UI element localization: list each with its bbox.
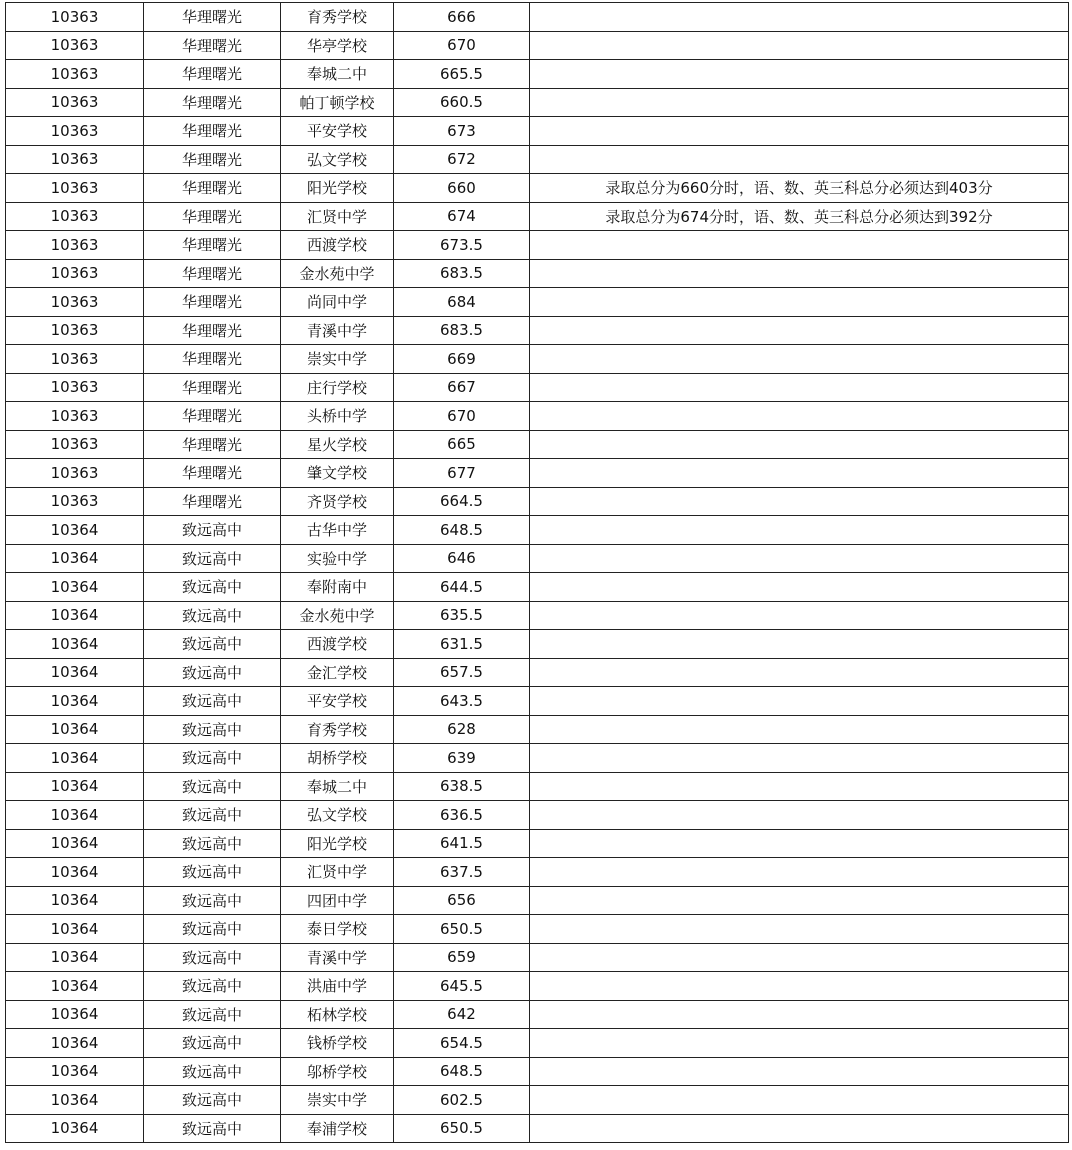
table-row: [6, 801, 1069, 830]
remark-cell: [530, 772, 1069, 801]
high-school-name-cell: 致远高中: [144, 915, 281, 944]
high-school-name-cell: 华理曙光: [144, 3, 281, 32]
high-school-name-cell: 致远高中: [144, 972, 281, 1001]
table-row: [6, 829, 1069, 858]
table-row: [6, 402, 1069, 431]
school-code-cell: 10363: [6, 402, 144, 431]
middle-school-name-cell: 泰日学校: [281, 915, 394, 944]
school-code-cell: 10363: [6, 174, 144, 203]
table-row: [6, 231, 1069, 260]
high-school-name-cell: 致远高中: [144, 886, 281, 915]
admission-score-cell: 683.5: [394, 259, 530, 288]
school-code-cell: 10364: [6, 886, 144, 915]
school-code-cell: 10364: [6, 801, 144, 830]
middle-school-name-cell: 四团中学: [281, 886, 394, 915]
high-school-name-cell: 华理曙光: [144, 31, 281, 60]
admission-score-cell: 665.5: [394, 60, 530, 89]
remark-cell: [530, 687, 1069, 716]
high-school-name-cell: 华理曙光: [144, 402, 281, 431]
school-code-cell: 10364: [6, 1000, 144, 1029]
admission-score-cell: 636.5: [394, 801, 530, 830]
school-code-cell: 10363: [6, 3, 144, 32]
school-code-cell: 10363: [6, 487, 144, 516]
high-school-name-cell: 致远高中: [144, 943, 281, 972]
admission-score-cell: 648.5: [394, 516, 530, 545]
school-code-cell: 10363: [6, 345, 144, 374]
high-school-name-cell: 华理曙光: [144, 430, 281, 459]
remark-cell: [530, 145, 1069, 174]
middle-school-name-cell: 育秀学校: [281, 715, 394, 744]
remark-cell: [530, 459, 1069, 488]
remark-cell: [530, 573, 1069, 602]
high-school-name-cell: 华理曙光: [144, 373, 281, 402]
remark-cell: [530, 1057, 1069, 1086]
remark-cell: [530, 373, 1069, 402]
remark-cell: [530, 630, 1069, 659]
school-code-cell: 10364: [6, 1086, 144, 1115]
high-school-name-cell: 华理曙光: [144, 117, 281, 146]
middle-school-name-cell: 金水苑中学: [281, 601, 394, 630]
admission-score-cell: 650.5: [394, 1114, 530, 1143]
admission-score-cell: 660: [394, 174, 530, 203]
middle-school-name-cell: 金汇学校: [281, 658, 394, 687]
remark-cell: [530, 972, 1069, 1001]
admission-score-cell: 669: [394, 345, 530, 374]
table-row: [6, 288, 1069, 317]
admission-score-cell: 628: [394, 715, 530, 744]
admission-score-cell: 674: [394, 202, 530, 231]
middle-school-name-cell: 育秀学校: [281, 3, 394, 32]
remark-cell: [530, 1086, 1069, 1115]
high-school-name-cell: 致远高中: [144, 801, 281, 830]
remark-cell: [530, 60, 1069, 89]
school-code-cell: 10364: [6, 630, 144, 659]
school-code-cell: 10363: [6, 373, 144, 402]
high-school-name-cell: 致远高中: [144, 1029, 281, 1058]
high-school-name-cell: 华理曙光: [144, 88, 281, 117]
table-row: [6, 430, 1069, 459]
remark-cell: [530, 1000, 1069, 1029]
admission-score-cell: 660.5: [394, 88, 530, 117]
remark-cell: [530, 715, 1069, 744]
admission-score-cell: 656: [394, 886, 530, 915]
table-row: [6, 772, 1069, 801]
remark-cell: [530, 88, 1069, 117]
table-row: [6, 174, 1069, 203]
high-school-name-cell: 致远高中: [144, 516, 281, 545]
table-row: [6, 658, 1069, 687]
high-school-name-cell: 致远高中: [144, 772, 281, 801]
admission-score-cell: 670: [394, 402, 530, 431]
middle-school-name-cell: 弘文学校: [281, 801, 394, 830]
admission-score-cell: 670: [394, 31, 530, 60]
admission-score-cell: 683.5: [394, 316, 530, 345]
remark-cell: [530, 886, 1069, 915]
table-row: [6, 943, 1069, 972]
high-school-name-cell: 华理曙光: [144, 145, 281, 174]
high-school-name-cell: 致远高中: [144, 1057, 281, 1086]
high-school-name-cell: 致远高中: [144, 715, 281, 744]
school-code-cell: 10364: [6, 544, 144, 573]
table-row: [6, 886, 1069, 915]
admission-score-cell: 648.5: [394, 1057, 530, 1086]
school-code-cell: 10364: [6, 858, 144, 887]
high-school-name-cell: 致远高中: [144, 829, 281, 858]
school-code-cell: 10363: [6, 31, 144, 60]
admission-score-cell: 673.5: [394, 231, 530, 260]
high-school-name-cell: 华理曙光: [144, 231, 281, 260]
middle-school-name-cell: 汇贤中学: [281, 202, 394, 231]
admission-score-cell: 631.5: [394, 630, 530, 659]
school-code-cell: 10363: [6, 88, 144, 117]
high-school-name-cell: 华理曙光: [144, 487, 281, 516]
school-code-cell: 10364: [6, 829, 144, 858]
high-school-name-cell: 致远高中: [144, 630, 281, 659]
school-code-cell: 10364: [6, 516, 144, 545]
remark-cell: [530, 316, 1069, 345]
table-row: [6, 1029, 1069, 1058]
remark-cell: [530, 658, 1069, 687]
school-code-cell: 10364: [6, 1114, 144, 1143]
table-body: [6, 3, 1069, 1143]
admission-score-cell: 684: [394, 288, 530, 317]
school-code-cell: 10364: [6, 573, 144, 602]
high-school-name-cell: 华理曙光: [144, 316, 281, 345]
remark-cell: [530, 744, 1069, 773]
table-row: [6, 145, 1069, 174]
middle-school-name-cell: 弘文学校: [281, 145, 394, 174]
school-code-cell: 10364: [6, 772, 144, 801]
table-row: [6, 259, 1069, 288]
table-row: [6, 316, 1069, 345]
high-school-name-cell: 华理曙光: [144, 459, 281, 488]
middle-school-name-cell: 奉城二中: [281, 60, 394, 89]
remark-cell: [530, 402, 1069, 431]
school-code-cell: 10364: [6, 972, 144, 1001]
high-school-name-cell: 华理曙光: [144, 345, 281, 374]
admission-score-cell: 650.5: [394, 915, 530, 944]
middle-school-name-cell: 胡桥学校: [281, 744, 394, 773]
middle-school-name-cell: 洪庙中学: [281, 972, 394, 1001]
high-school-name-cell: 致远高中: [144, 1114, 281, 1143]
high-school-name-cell: 致远高中: [144, 658, 281, 687]
school-code-cell: 10364: [6, 658, 144, 687]
school-code-cell: 10363: [6, 430, 144, 459]
admission-score-cell: 659: [394, 943, 530, 972]
table-row: [6, 516, 1069, 545]
table-row: [6, 202, 1069, 231]
middle-school-name-cell: 华亭学校: [281, 31, 394, 60]
high-school-name-cell: 致远高中: [144, 544, 281, 573]
school-code-cell: 10363: [6, 202, 144, 231]
table-row: [6, 487, 1069, 516]
high-school-name-cell: 华理曙光: [144, 259, 281, 288]
admission-score-cell: 673: [394, 117, 530, 146]
remark-cell: 录取总分为660分时，语、数、英三科总分必须达到403分: [530, 174, 1069, 203]
admission-score-cell: 666: [394, 3, 530, 32]
remark-cell: [530, 430, 1069, 459]
middle-school-name-cell: 奉附南中: [281, 573, 394, 602]
school-code-cell: 10364: [6, 744, 144, 773]
table-row: [6, 1114, 1069, 1143]
table-row: [6, 117, 1069, 146]
table-row: [6, 459, 1069, 488]
admission-score-cell: 664.5: [394, 487, 530, 516]
school-code-cell: 10363: [6, 259, 144, 288]
middle-school-name-cell: 崇实中学: [281, 345, 394, 374]
table-row: [6, 715, 1069, 744]
admission-score-cell: 665: [394, 430, 530, 459]
middle-school-name-cell: 青溪中学: [281, 316, 394, 345]
high-school-name-cell: 致远高中: [144, 573, 281, 602]
middle-school-name-cell: 邬桥学校: [281, 1057, 394, 1086]
middle-school-name-cell: 奉城二中: [281, 772, 394, 801]
admission-score-cell: 644.5: [394, 573, 530, 602]
middle-school-name-cell: 平安学校: [281, 117, 394, 146]
remark-cell: [530, 601, 1069, 630]
table-row: [6, 744, 1069, 773]
middle-school-name-cell: 钱桥学校: [281, 1029, 394, 1058]
admission-score-cell: 639: [394, 744, 530, 773]
school-code-cell: 10363: [6, 288, 144, 317]
table-row: [6, 1086, 1069, 1115]
admission-score-cell: 657.5: [394, 658, 530, 687]
middle-school-name-cell: 阳光学校: [281, 829, 394, 858]
middle-school-name-cell: 汇贤中学: [281, 858, 394, 887]
middle-school-name-cell: 西渡学校: [281, 630, 394, 659]
table-row: [6, 601, 1069, 630]
middle-school-name-cell: 尚同中学: [281, 288, 394, 317]
admission-score-cell: 602.5: [394, 1086, 530, 1115]
middle-school-name-cell: 阳光学校: [281, 174, 394, 203]
remark-cell: [530, 259, 1069, 288]
school-code-cell: 10364: [6, 687, 144, 716]
table-row: [6, 915, 1069, 944]
school-code-cell: 10363: [6, 231, 144, 260]
admission-score-cell: 646: [394, 544, 530, 573]
middle-school-name-cell: 帕丁顿学校: [281, 88, 394, 117]
middle-school-name-cell: 金水苑中学: [281, 259, 394, 288]
remark-cell: [530, 288, 1069, 317]
high-school-name-cell: 华理曙光: [144, 202, 281, 231]
middle-school-name-cell: 柘林学校: [281, 1000, 394, 1029]
table-row: [6, 3, 1069, 32]
remark-cell: [530, 829, 1069, 858]
admission-score-cell: 637.5: [394, 858, 530, 887]
remark-cell: [530, 3, 1069, 32]
table-row: [6, 573, 1069, 602]
admission-score-cell: 677: [394, 459, 530, 488]
table-row: [6, 972, 1069, 1001]
high-school-name-cell: 致远高中: [144, 1086, 281, 1115]
school-code-cell: 10364: [6, 715, 144, 744]
remark-cell: [530, 117, 1069, 146]
remark-cell: [530, 544, 1069, 573]
middle-school-name-cell: 肇文学校: [281, 459, 394, 488]
high-school-name-cell: 致远高中: [144, 687, 281, 716]
admission-score-cell: 667: [394, 373, 530, 402]
table-row: [6, 60, 1069, 89]
middle-school-name-cell: 崇实中学: [281, 1086, 394, 1115]
remark-cell: [530, 487, 1069, 516]
table-row: [6, 345, 1069, 374]
remark-cell: [530, 915, 1069, 944]
table-row: [6, 630, 1069, 659]
high-school-name-cell: 华理曙光: [144, 60, 281, 89]
admission-score-cell: 672: [394, 145, 530, 174]
high-school-name-cell: 华理曙光: [144, 174, 281, 203]
middle-school-name-cell: 古华中学: [281, 516, 394, 545]
school-code-cell: 10363: [6, 145, 144, 174]
table-row: [6, 1057, 1069, 1086]
table-row: [6, 88, 1069, 117]
admission-score-cell: 643.5: [394, 687, 530, 716]
admission-score-cell: 641.5: [394, 829, 530, 858]
high-school-name-cell: 致远高中: [144, 1000, 281, 1029]
remark-cell: [530, 1029, 1069, 1058]
table-row: [6, 858, 1069, 887]
middle-school-name-cell: 齐贤学校: [281, 487, 394, 516]
high-school-name-cell: 致远高中: [144, 744, 281, 773]
middle-school-name-cell: 平安学校: [281, 687, 394, 716]
middle-school-name-cell: 西渡学校: [281, 231, 394, 260]
remark-cell: [530, 31, 1069, 60]
school-code-cell: 10363: [6, 459, 144, 488]
school-code-cell: 10363: [6, 60, 144, 89]
table-row: [6, 1000, 1069, 1029]
remark-cell: [530, 345, 1069, 374]
middle-school-name-cell: 星火学校: [281, 430, 394, 459]
remark-cell: [530, 231, 1069, 260]
school-code-cell: 10364: [6, 601, 144, 630]
remark-cell: 录取总分为674分时，语、数、英三科总分必须达到392分: [530, 202, 1069, 231]
admission-score-cell: 645.5: [394, 972, 530, 1001]
school-code-cell: 10364: [6, 1057, 144, 1086]
school-code-cell: 10364: [6, 1029, 144, 1058]
admission-score-cell: 638.5: [394, 772, 530, 801]
admission-score-cell: 654.5: [394, 1029, 530, 1058]
school-code-cell: 10363: [6, 117, 144, 146]
high-school-name-cell: 致远高中: [144, 858, 281, 887]
school-code-cell: 10364: [6, 943, 144, 972]
middle-school-name-cell: 庄行学校: [281, 373, 394, 402]
table-row: [6, 687, 1069, 716]
school-code-cell: 10364: [6, 915, 144, 944]
remark-cell: [530, 801, 1069, 830]
school-code-cell: 10363: [6, 316, 144, 345]
middle-school-name-cell: 青溪中学: [281, 943, 394, 972]
middle-school-name-cell: 奉浦学校: [281, 1114, 394, 1143]
high-school-name-cell: 致远高中: [144, 601, 281, 630]
remark-cell: [530, 943, 1069, 972]
admission-score-table: [5, 2, 1069, 1143]
middle-school-name-cell: 头桥中学: [281, 402, 394, 431]
remark-cell: [530, 1114, 1069, 1143]
admission-score-cell: 635.5: [394, 601, 530, 630]
table-row: [6, 31, 1069, 60]
table-row: [6, 373, 1069, 402]
admission-score-cell: 642: [394, 1000, 530, 1029]
middle-school-name-cell: 实验中学: [281, 544, 394, 573]
remark-cell: [530, 858, 1069, 887]
table-row: [6, 544, 1069, 573]
high-school-name-cell: 华理曙光: [144, 288, 281, 317]
remark-cell: [530, 516, 1069, 545]
